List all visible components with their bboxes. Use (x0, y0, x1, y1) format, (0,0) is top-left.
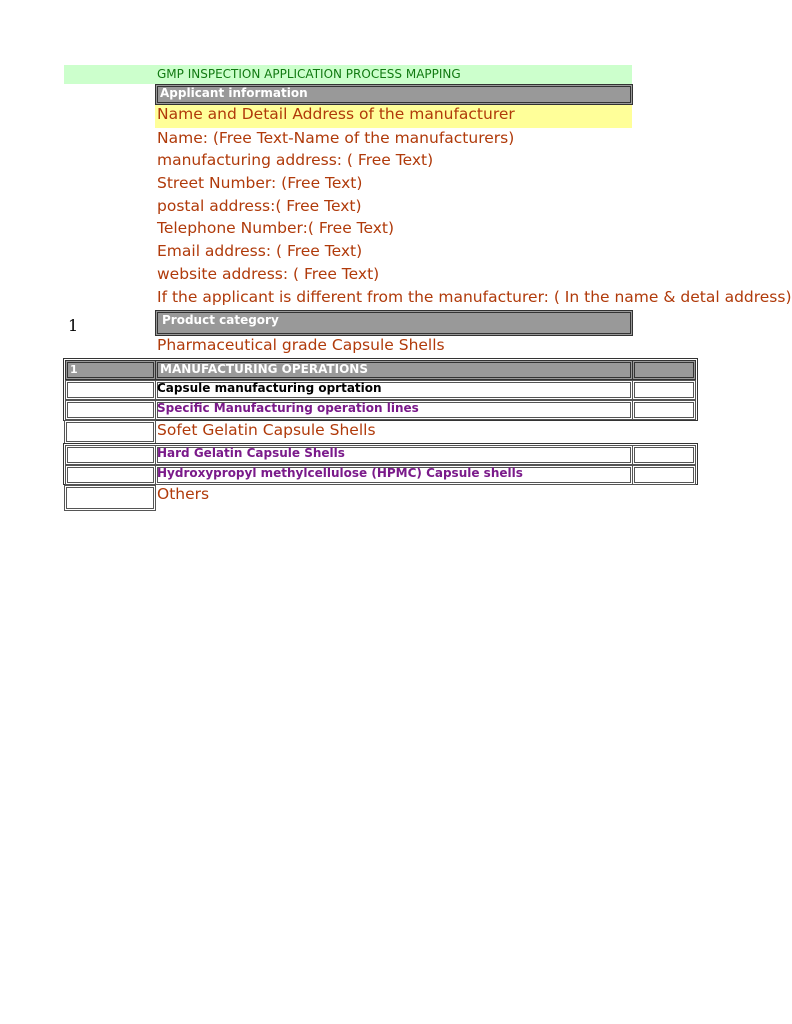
product-category-item: Pharmaceutical grade Capsule Shells (157, 336, 445, 354)
table-cell (632, 380, 696, 400)
applicant-info-header: Applicant information (155, 84, 633, 105)
field-website: website address: ( Free Text) (157, 265, 380, 283)
row-number: 1 (68, 316, 79, 335)
specific-lines-label: Specific Manufacturing operation lines (157, 401, 419, 415)
field-applicant-different: If the applicant is different from the manufacturer: ( In the name & detal address) (157, 288, 792, 306)
table-cell (64, 420, 156, 444)
table-cell (65, 465, 156, 485)
others-label: Others (157, 485, 210, 503)
field-manufacturing-address: manufacturing address: ( Free Text) (157, 151, 434, 169)
operations-number: 1 (65, 360, 156, 380)
table-cell (632, 445, 696, 465)
table-cell (65, 380, 156, 400)
field-street-number: Street Number: (Free Text) (157, 174, 363, 192)
table-cell (65, 400, 156, 420)
operations-header: MANUFACTURING OPERATIONS (155, 360, 633, 380)
soft-gelatin-label: Sofet Gelatin Capsule Shells (157, 421, 376, 439)
table-cell (64, 485, 156, 511)
field-name: Name: (Free Text-Name of the manufacturers) (157, 129, 515, 147)
product-category-header: Product category (155, 310, 633, 336)
field-telephone: Telephone Number:( Free Text) (157, 219, 395, 237)
hpmc-label: Hydroxypropyl methylcellulose (HPMC) Capsule shells (157, 466, 523, 480)
manufacturer-detail-heading: Name and Detail Address of the manufacturer (157, 105, 515, 123)
operations-header-end-cell (632, 360, 696, 380)
field-email: Email address: ( Free Text) (157, 242, 363, 260)
field-postal-address: postal address:( Free Text) (157, 197, 362, 215)
table-cell (65, 445, 156, 465)
field-applicant-different-clip (157, 288, 792, 308)
table-cell (632, 400, 696, 420)
table-cell (632, 465, 696, 485)
hard-gelatin-label: Hard Gelatin Capsule Shells (157, 446, 345, 460)
page-title: GMP INSPECTION APPLICATION PROCESS MAPPING (157, 67, 461, 81)
capsule-manufacturing-label: Capsule manufacturing oprtation (157, 381, 382, 395)
